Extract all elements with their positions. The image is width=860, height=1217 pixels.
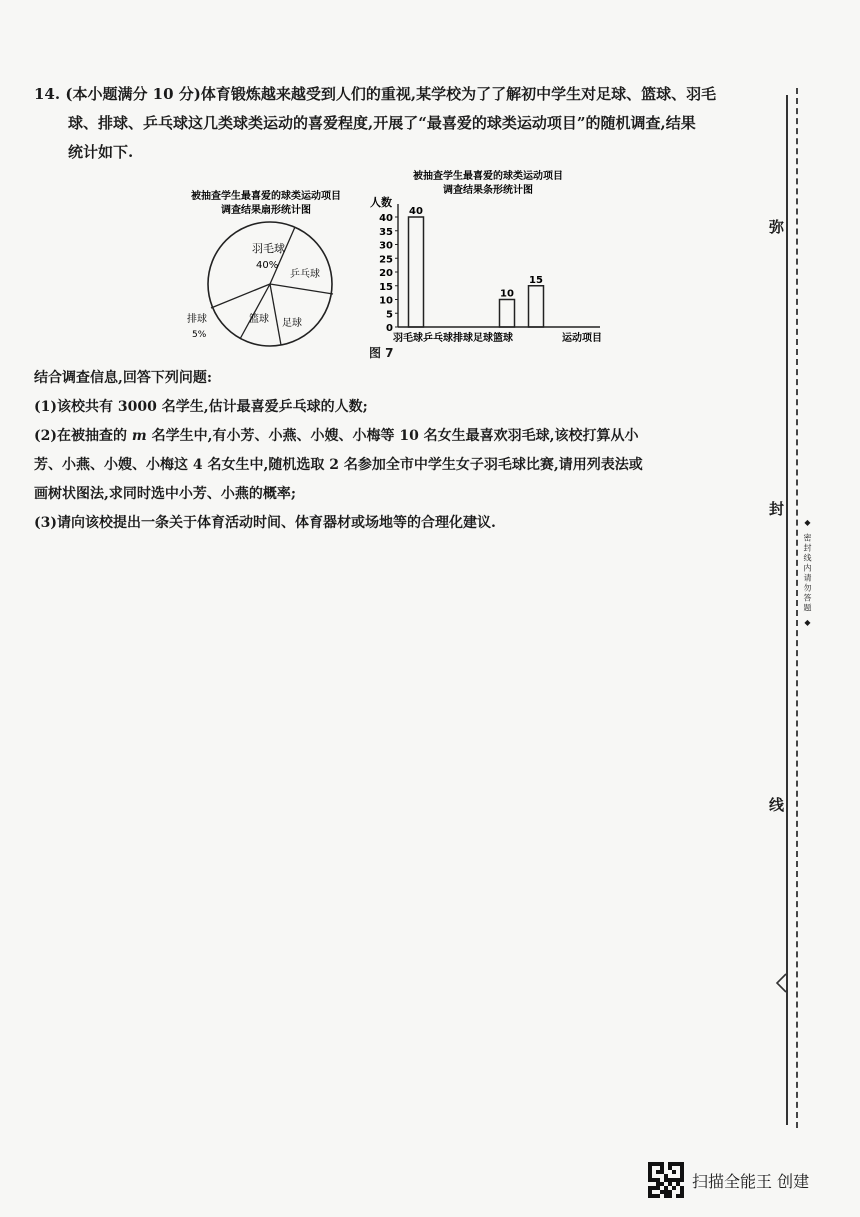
- prompt-line: 结合调查信息,回答下列问题:: [34, 370, 213, 386]
- question-line-3: 统计如下.: [68, 143, 134, 161]
- bar-0: [409, 217, 424, 327]
- y-tick-label: 20: [379, 268, 393, 279]
- question-line-1: (本小题满分 10 分)体育锻炼越来越受到人们的重视,某学校为了了解初中学生对足球、篮球、羽毛: [65, 85, 717, 103]
- bar-title-line-1: 被抽查学生最喜爱的球类运动项目: [413, 171, 563, 182]
- pie-divider-3: [240, 284, 270, 339]
- bar-chart: [356, 166, 618, 348]
- pie-label-badminton-pct: 40%: [256, 260, 279, 271]
- margin-char-xian: 线: [769, 790, 784, 819]
- y-tick-label: 40: [379, 213, 393, 224]
- figure-caption: 图 7: [369, 346, 394, 360]
- pie-divider-4: [211, 284, 270, 308]
- y-tick-label: 15: [379, 281, 393, 293]
- bar-data-label: 40: [409, 206, 423, 217]
- bar-x-label: 运动项目: [562, 333, 602, 344]
- y-tick-label: 0: [386, 323, 393, 334]
- bar-data-label: 10: [500, 288, 514, 300]
- binding-arrow-icon: [774, 972, 788, 994]
- y-tick-label: 30: [379, 240, 393, 252]
- part-1: (1)该校共有 3000 名学生,估计最喜爱乒乓球的人数;: [34, 399, 368, 415]
- y-tick-label: 5: [386, 309, 393, 321]
- part-3: (3)请向该校提出一条关于体育活动时间、体育器材或场地等的合理化建议.: [34, 515, 496, 531]
- part-2-line-1: (2)在被抽查的 m 名学生中,有小芳、小燕、小嫂、小梅等 10 名女生最喜欢羽毛球,该校打算从小: [34, 428, 639, 444]
- pie-label-pingpong: 乒乓球: [290, 269, 320, 280]
- qr-code-icon: [648, 1162, 684, 1198]
- y-tick-label: 35: [379, 226, 393, 238]
- pie-label-basketball: 篮球: [249, 314, 269, 325]
- margin-note: ◆ 密封线内请勿答题 ◆: [803, 518, 812, 630]
- pie-label-volleyball-pct: 5%: [192, 330, 207, 340]
- footer: [648, 1162, 809, 1198]
- binding-line: [786, 95, 788, 1125]
- bar-4: [529, 286, 544, 327]
- sub-questions: [34, 364, 764, 538]
- bar-category-row: 羽毛球乒乓球排球足球篮球: [393, 333, 513, 344]
- bar-bars: [409, 206, 544, 327]
- margin-char-mi: 弥: [769, 212, 784, 241]
- pie-label-volleyball: 排球: [187, 314, 207, 325]
- y-tick-label: 25: [379, 254, 393, 266]
- pie-divider-2: [270, 284, 281, 345]
- footer-brand: 扫描全能王 创建: [692, 1171, 810, 1191]
- question-line-2: 球、排球、乒乓球这几类球类运动的喜爱程度,开展了“最喜爱的球类运动项目”的随机调查,结果: [68, 114, 696, 132]
- bar-data-label: 15: [529, 274, 543, 286]
- pie-label-football: 足球: [282, 318, 302, 329]
- bar-title-line-2: 调查结果条形统计图: [443, 185, 533, 196]
- pie-chart: [168, 186, 368, 356]
- pie-title-line-1: 被抽查学生最喜爱的球类运动项目: [191, 191, 341, 202]
- bar-y-label: 人数: [370, 196, 392, 209]
- pie-label-badminton: 羽毛球: [252, 242, 285, 255]
- variable-m: m: [131, 428, 147, 444]
- part-2-line-2: 芳、小燕、小嫂、小梅这 4 名女生中,随机选取 2 名参加全市中学生女子羽毛球比赛,请用列表法或: [34, 457, 643, 473]
- question-number: 14.: [34, 85, 61, 103]
- bar-y-ticks: [379, 213, 398, 334]
- bar-3: [500, 300, 515, 328]
- question-block: [34, 80, 754, 167]
- part-2-line-3: 画树状图法,求同时选中小芳、小燕的概率;: [34, 486, 297, 502]
- pie-divider-1: [270, 284, 333, 294]
- binding-dashed-line: [796, 88, 798, 1128]
- pie-title-line-2: 调查结果扇形统计图: [221, 205, 311, 216]
- margin-char-feng: 封: [769, 494, 784, 523]
- y-tick-label: 10: [379, 295, 393, 307]
